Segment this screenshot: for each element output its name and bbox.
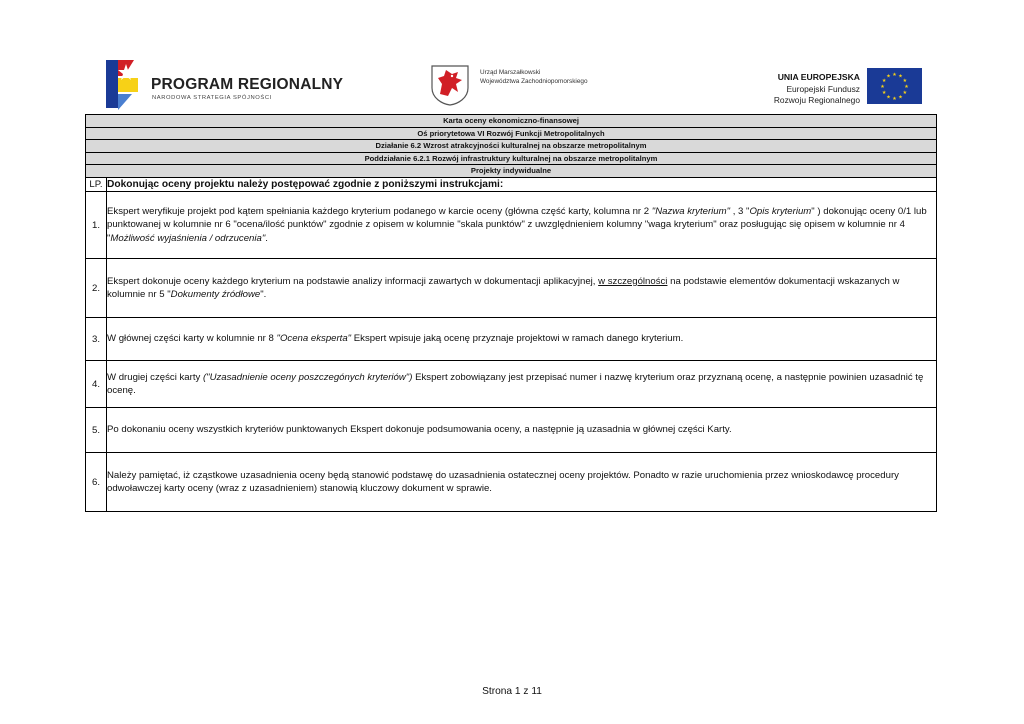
instruction-text: Ekspert dokonuje oceny każdego kryterium na podstawie analizy informacji zawartych w dokumentacji aplikacyjnej, w szczególności na podstawie elementów dokumentacji wskazanych w kolumnie nr 5 "Dokumenty źródłowe". xyxy=(107,259,937,318)
office-line-2: Województwa Zachodniopomorskiego xyxy=(480,78,588,85)
measure-row: Działanie 6.2 Wzrost atrakcyjności kulturalnej na obszarze metropolitalnym xyxy=(86,140,937,153)
program-subtitle: NARODOWA STRATEGIA SPÓJNOŚCI xyxy=(152,95,272,101)
svg-text:★: ★ xyxy=(902,78,908,84)
eu-flag-icon xyxy=(867,68,922,104)
program-regionalny-logo xyxy=(104,58,344,112)
row-number: 4. xyxy=(86,361,107,408)
instruction-text: W drugiej części karty ("Uzasadnienie oceny poszczegónych kryteriów") Ekspert zobowiązany jest przepisać numer i nazwę kryterium oraz przyznaną ocenę, a następnie powinien uzasadnić tę ocenę. xyxy=(107,361,937,408)
row-number: 5. xyxy=(86,408,107,453)
urzad-marszalkowski-logo xyxy=(430,64,600,108)
instruction-row xyxy=(86,318,937,361)
instruction-row xyxy=(86,453,937,512)
instruction-text: Po dokonaniu oceny wszystkich kryteriów punktowanych Ekspert dokonuje podsumowania oceny, a następnie ją uzasadnia w głównej części Karty. xyxy=(107,408,937,453)
svg-text:★: ★ xyxy=(902,90,908,96)
svg-text:★: ★ xyxy=(886,94,891,101)
card-title-row: Karta oceny ekonomiczno-finansowej xyxy=(86,115,937,128)
svg-text:★: ★ xyxy=(880,84,885,90)
submeasure-row: Poddziałanie 6.2.1 Rozwój infrastruktury kulturalnej na obszarze metropolitalnym xyxy=(86,152,937,165)
eu-title: UNIA EUROPEJSKA xyxy=(777,72,860,82)
priority-axis-row: Oś priorytetowa VI Rozwój Funkcji Metropolitalnych xyxy=(86,127,937,140)
instruction-row xyxy=(86,259,937,318)
eu-fund-line-1: Europejski Fundusz xyxy=(786,84,860,94)
row-number: 3. xyxy=(86,318,107,361)
instruction-row xyxy=(86,408,937,453)
program-regionalny-emblem-icon xyxy=(104,58,140,112)
svg-text:★: ★ xyxy=(898,94,903,101)
eu-logo xyxy=(760,68,922,106)
instruction-row xyxy=(86,361,937,408)
instruction-text: Ekspert weryfikuje projekt pod kątem spełniania każdego kryterium podanego w karcie oceny (główna część karty, kolumna nr 2 "Nazwa kryterium" , 3 "Opis kryterium" ) dokonując oceny 0/1 lub punktowanej w kolumnie nr 6 "ocena/ilość punktów" zgodnie z opisem w kolumnie "skala punktów" z uwzględnieniem kolumny "waga kryterium" oraz posługując się opisem w kolumnie nr 4 "Możliwość wyjaśnienia / odrzucenia". xyxy=(107,192,937,259)
column-header-row xyxy=(86,177,937,192)
row-number: 2. xyxy=(86,259,107,318)
page-number: Strona 1 z 11 xyxy=(482,686,542,697)
row-number: 6. xyxy=(86,453,107,512)
instruction-row xyxy=(86,192,937,259)
svg-text:★: ★ xyxy=(892,72,897,78)
griffin-shield-icon xyxy=(430,64,470,106)
project-type-row: Projekty indywidualne xyxy=(86,165,937,178)
svg-text:★: ★ xyxy=(904,84,909,90)
lp-column-header: LP. xyxy=(86,177,107,192)
svg-text:★: ★ xyxy=(898,73,903,80)
svg-text:★: ★ xyxy=(881,78,887,84)
office-line-1: Urząd Marszałkowski xyxy=(480,69,541,76)
row-number: 1. xyxy=(86,192,107,259)
svg-text:★: ★ xyxy=(881,90,887,96)
instruction-text: Należy pamiętać, iż cząstkowe uzasadnienia oceny będą stanowić podstawę do uzasadnienia ostatecznej oceny projektów. Ponadto w razie uruchomienia przez wnioskodawcę procedury odwoławczej karty oceny (wraz z uzasadnieniem) stanowią kluczowy dokument w sprawie. xyxy=(107,453,937,512)
instructions-column-header: Dokonując oceny projektu należy postępować zgodnie z poniższymi instrukcjami: xyxy=(107,177,937,192)
svg-text:★: ★ xyxy=(886,73,891,80)
evaluation-card-table xyxy=(85,114,937,512)
eu-fund-line-2: Rozwoju Regionalnego xyxy=(773,95,860,105)
program-title: PROGRAM REGIONALNY xyxy=(151,76,344,93)
instruction-text: W głównej części karty w kolumnie nr 8 "Ocena eksperta" Ekspert wpisuje jaką ocenę przyznaje projektowi w ramach danego kryterium. xyxy=(107,318,937,361)
svg-text:★: ★ xyxy=(892,96,897,102)
